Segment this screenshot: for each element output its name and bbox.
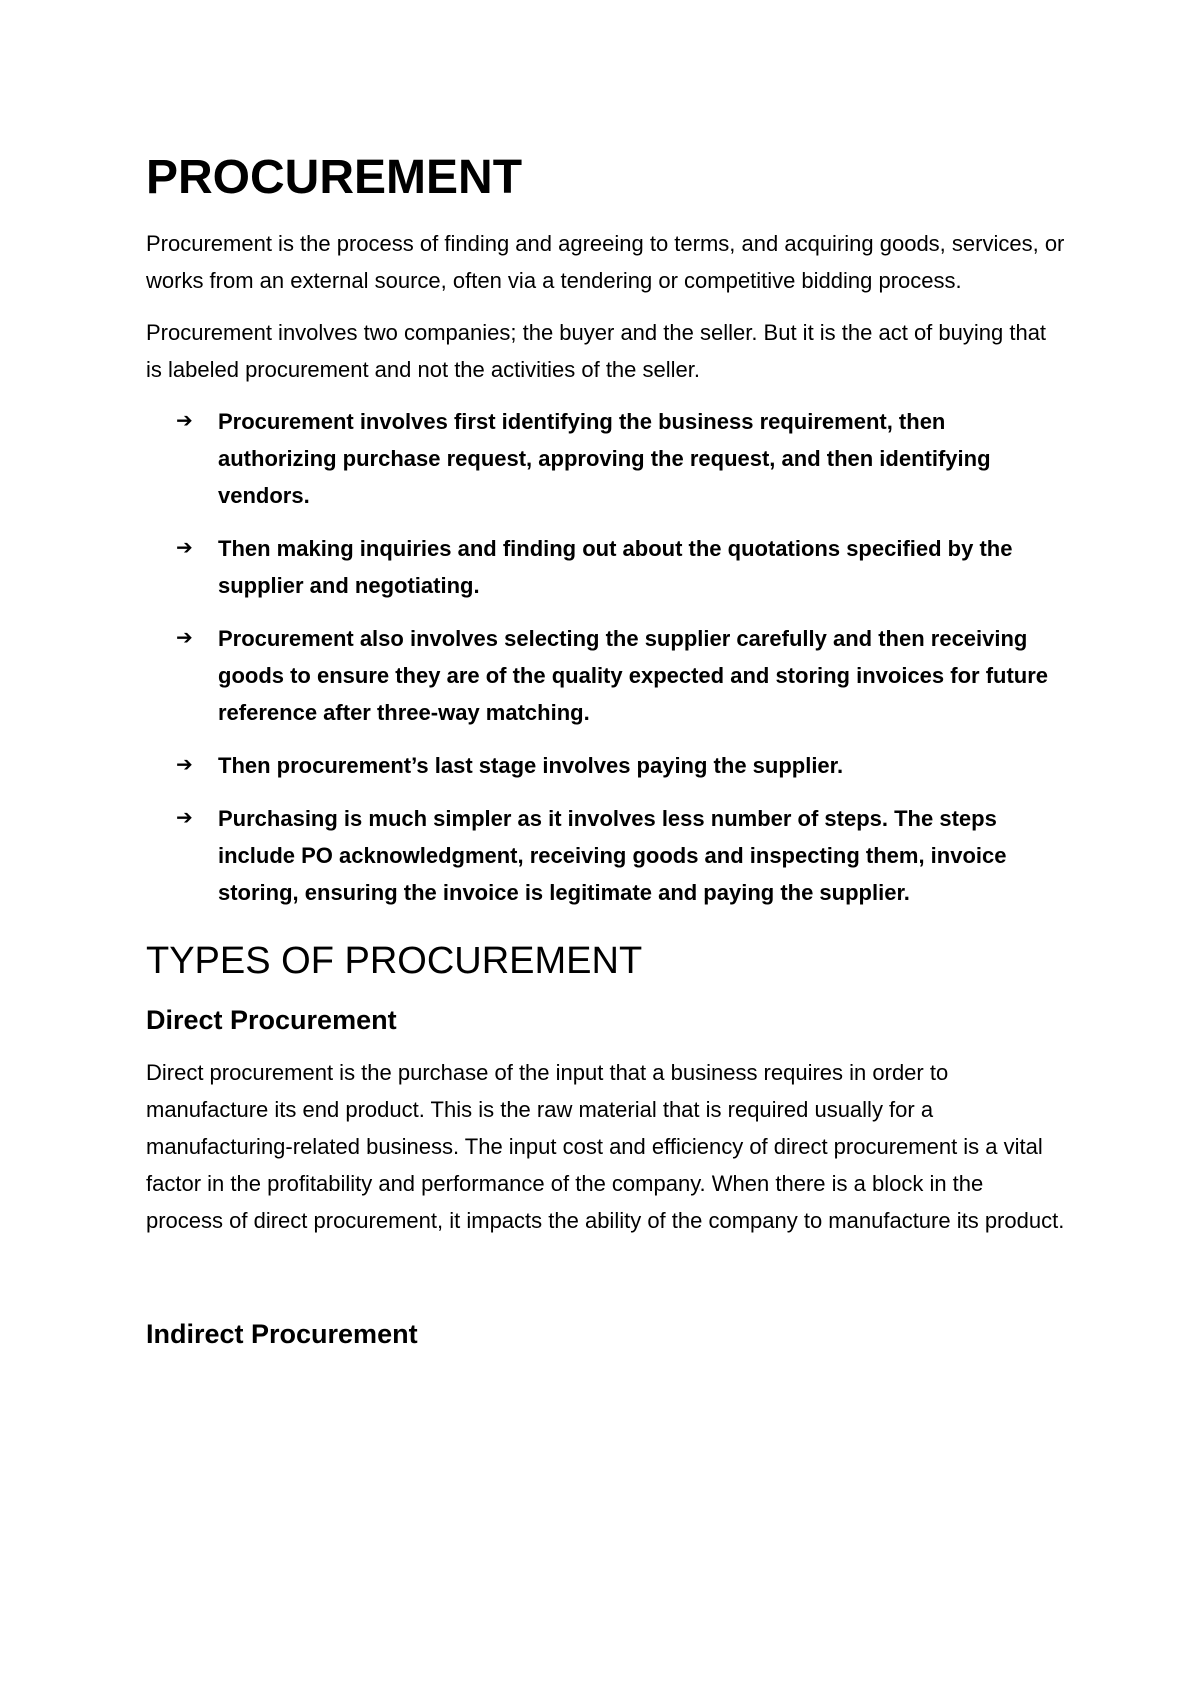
direct-procurement-heading: Direct Procurement xyxy=(146,1004,397,1035)
intro-paragraph-2: Procurement involves two companies; the buyer and the seller. But it is the act of buying that is labeled procurement and not the activities of the seller. xyxy=(146,320,1047,383)
list-item-text: Then procurement’s last stage involves paying the supplier. xyxy=(218,753,844,779)
list-item-text: Then making inquiries and finding out about the quotations specified by the supplier and negotiating. xyxy=(218,536,1013,599)
list-item-text: Procurement also involves selecting the supplier carefully and then receiving goods to ensure they are of the quality expected and storing invoices for future reference after three-way matching. xyxy=(218,626,1049,726)
document-body xyxy=(146,150,1066,1368)
indirect-procurement-heading: Indirect Procurement xyxy=(146,1318,418,1349)
list-item xyxy=(146,747,1066,784)
list-item xyxy=(146,620,1066,731)
direct-procurement-paragraph: Direct procurement is the purchase of the input that a business requires in order to manufacture its end product. This is the raw material that is required usually for a manufacturing-related business. The input cost and efficiency of direct procurement is a vital factor in the profitability and performance of the company. When there is a block in the process of direct procurement, it impacts the ability of the company to manufacture its product. xyxy=(146,1059,1065,1233)
list-item xyxy=(146,530,1066,604)
right-arrow-icon: ➔ xyxy=(176,537,193,560)
right-arrow-icon: ➔ xyxy=(176,627,193,650)
list-item xyxy=(146,403,1066,514)
right-arrow-icon: ➔ xyxy=(176,807,193,830)
right-arrow-icon: ➔ xyxy=(176,754,193,777)
types-heading: TYPES OF PROCUREMENT xyxy=(146,940,643,983)
right-arrow-icon: ➔ xyxy=(176,410,193,433)
list-item-text: Procurement involves first identifying the business requirement, then authorizing purchase request, approving the request, and then identifying vendors. xyxy=(218,409,991,509)
list-item xyxy=(146,800,1066,911)
list-item-text: Purchasing is much simpler as it involves less number of steps. The steps include PO acknowledgment, receiving goods and inspecting them, invoice storing, ensuring the invoice is legitimate and paying the supplier. xyxy=(218,806,1007,906)
intro-paragraph-1: Procurement is the process of finding and agreeing to terms, and acquiring goods, services, or works from an external source, often via a tendering or competitive bidding process. xyxy=(146,231,1065,294)
page-title: PROCUREMENT xyxy=(146,151,523,204)
procurement-steps-list xyxy=(146,403,1066,911)
